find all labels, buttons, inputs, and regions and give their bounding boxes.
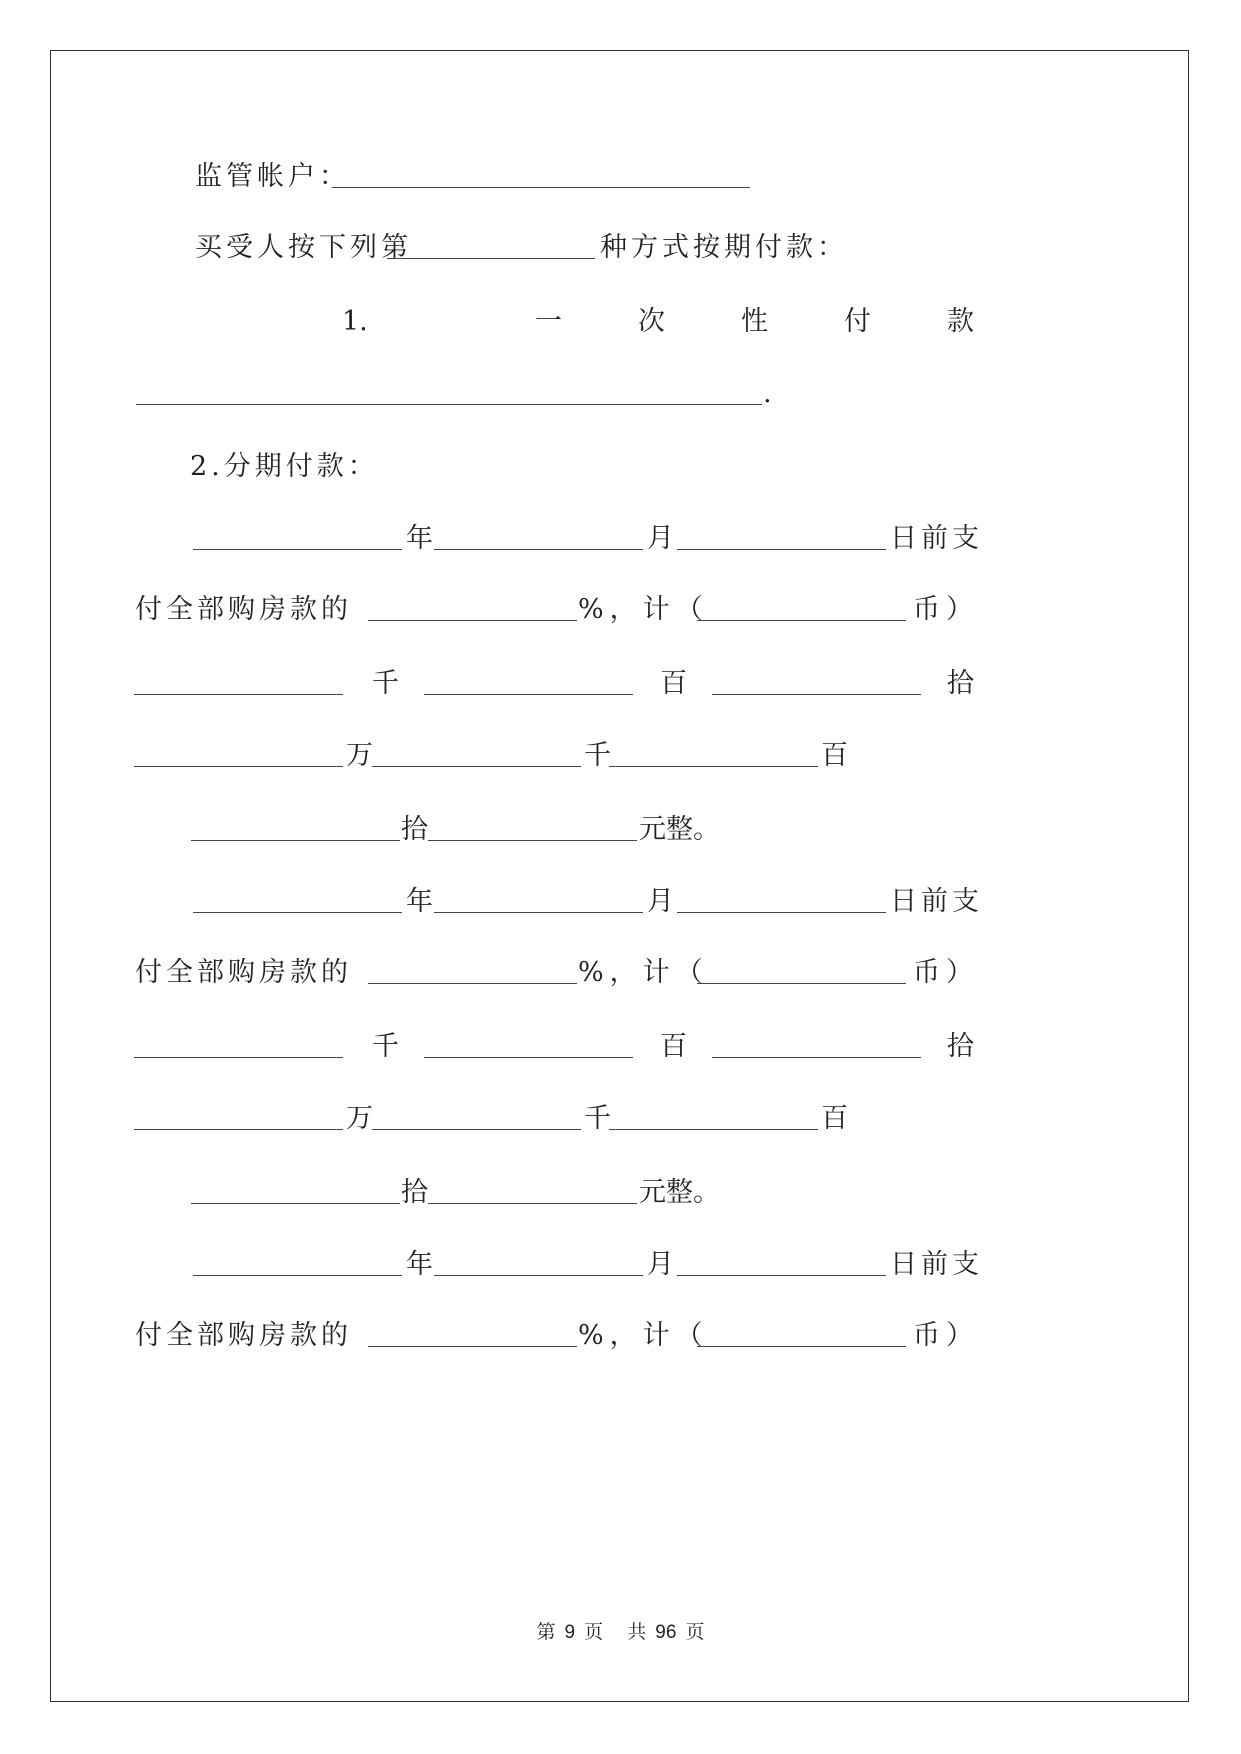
installment-1-percent-field[interactable] xyxy=(368,590,577,630)
installment-1-qian2-field[interactable] xyxy=(372,736,581,776)
option-one-char-4: 付 xyxy=(844,306,871,337)
installment-1-day-label: 日前支 xyxy=(890,523,983,554)
installment-2-shi2-label: 拾 xyxy=(401,1177,428,1208)
payment-method-number-field[interactable] xyxy=(387,228,595,268)
page-border xyxy=(50,50,1189,1702)
installment-2-year-field[interactable] xyxy=(193,882,402,922)
installment-1-shi2-field[interactable] xyxy=(191,810,400,850)
installment-1-yuan-field[interactable] xyxy=(428,810,637,850)
installment-2-currency-text: 币） xyxy=(913,957,979,988)
installment-1-qian-label: 千 xyxy=(372,668,399,699)
installment-1-shi-label: 拾 xyxy=(947,668,974,699)
footer-page-number: 9 xyxy=(564,1622,576,1643)
installment-1-shi-field[interactable] xyxy=(712,664,921,704)
installment-3-year-field[interactable] xyxy=(193,1245,402,1285)
installment-2-shi-label: 拾 xyxy=(947,1031,974,1062)
installment-3-day-field[interactable] xyxy=(677,1245,886,1285)
installment-2-qian-field[interactable] xyxy=(134,1027,343,1067)
installment-2-shi-field[interactable] xyxy=(712,1027,921,1067)
installment-2-bai2-field[interactable] xyxy=(609,1099,818,1139)
installment-1-bai-label: 百 xyxy=(660,668,687,699)
installment-2-shi2-field[interactable] xyxy=(191,1173,400,1213)
installment-2-month-label: 月 xyxy=(647,886,674,917)
installment-2-percent-text: %，计（ xyxy=(578,957,709,988)
footer-total-unit: 页 xyxy=(685,1621,705,1643)
installment-2-day-label: 日前支 xyxy=(890,886,983,917)
option-one-detail-field[interactable] xyxy=(136,374,762,414)
installment-1-bai2-label: 百 xyxy=(821,740,848,771)
installment-1-shi2-label: 拾 xyxy=(401,814,428,845)
installment-1-pay-text: 付全部购房款的 xyxy=(135,594,352,625)
installment-2-currency-field[interactable] xyxy=(697,953,906,993)
installment-1-bai2-field[interactable] xyxy=(609,736,818,776)
installment-1-bai-field[interactable] xyxy=(424,664,633,704)
installment-2-percent-field[interactable] xyxy=(368,953,577,993)
footer-total-number: 96 xyxy=(655,1622,677,1643)
installment-2-bai-field[interactable] xyxy=(424,1027,633,1067)
installment-1-year-field[interactable] xyxy=(193,519,402,559)
payment-method-suffix: 种方式按期付款： xyxy=(600,232,848,263)
installment-1-yuan-label: 元整。 xyxy=(639,814,720,845)
installment-2-qian2-field[interactable] xyxy=(372,1099,581,1139)
installment-1-day-field[interactable] xyxy=(677,519,886,559)
supervision-account-field[interactable] xyxy=(332,157,750,197)
installment-3-percent-text: %，计（ xyxy=(578,1320,709,1351)
installment-3-month-field[interactable] xyxy=(434,1245,643,1285)
installment-1-wan-field[interactable] xyxy=(134,736,343,776)
option-two-heading: 2.分期付款： xyxy=(190,451,379,482)
installment-2-yuan-field[interactable] xyxy=(428,1173,637,1213)
installment-3-percent-field[interactable] xyxy=(368,1316,577,1356)
installment-2-qian-label: 千 xyxy=(372,1031,399,1062)
supervision-account-label: 监管帐户： xyxy=(195,161,350,192)
installment-3-year-label: 年 xyxy=(406,1249,433,1280)
installment-2-bai2-label: 百 xyxy=(821,1103,848,1134)
option-one-char-1: 一 xyxy=(535,306,562,337)
installment-3-month-label: 月 xyxy=(647,1249,674,1280)
installment-1-month-label: 月 xyxy=(647,523,674,554)
option-one-char-2: 次 xyxy=(638,306,665,337)
footer-page-label: 第 xyxy=(536,1621,556,1643)
installment-2-yuan-label: 元整。 xyxy=(639,1177,720,1208)
installment-1-month-field[interactable] xyxy=(434,519,643,559)
installment-3-pay-text: 付全部购房款的 xyxy=(135,1320,352,1351)
installment-3-currency-field[interactable] xyxy=(697,1316,906,1356)
option-one-number: 1. xyxy=(342,306,368,337)
installment-1-currency-text: 币） xyxy=(913,594,979,625)
installment-1-qian2-label: 千 xyxy=(584,740,611,771)
installment-1-percent-text: %，计（ xyxy=(578,594,709,625)
page-footer xyxy=(0,1620,1241,1645)
installment-3-currency-text: 币） xyxy=(913,1320,979,1351)
installment-2-bai-label: 百 xyxy=(660,1031,687,1062)
installment-2-month-field[interactable] xyxy=(434,882,643,922)
footer-total-label: 共 xyxy=(627,1621,647,1643)
installment-2-wan-label: 万 xyxy=(346,1103,373,1134)
installment-2-day-field[interactable] xyxy=(677,882,886,922)
payment-method-prefix: 买受人按下列第 xyxy=(195,232,412,263)
installment-3-day-label: 日前支 xyxy=(890,1249,983,1280)
option-one-char-5: 款 xyxy=(947,306,974,337)
installment-1-currency-field[interactable] xyxy=(697,590,906,630)
installment-2-qian2-label: 千 xyxy=(584,1103,611,1134)
installment-1-year-label: 年 xyxy=(406,523,433,554)
installment-2-year-label: 年 xyxy=(406,886,433,917)
installment-1-qian-field[interactable] xyxy=(134,664,343,704)
installment-2-pay-text: 付全部购房款的 xyxy=(135,957,352,988)
footer-page-unit: 页 xyxy=(584,1621,604,1643)
installment-1-wan-label: 万 xyxy=(346,740,373,771)
option-one-char-3: 性 xyxy=(741,306,768,337)
installment-2-wan-field[interactable] xyxy=(134,1099,343,1139)
option-one-period: . xyxy=(763,378,772,409)
